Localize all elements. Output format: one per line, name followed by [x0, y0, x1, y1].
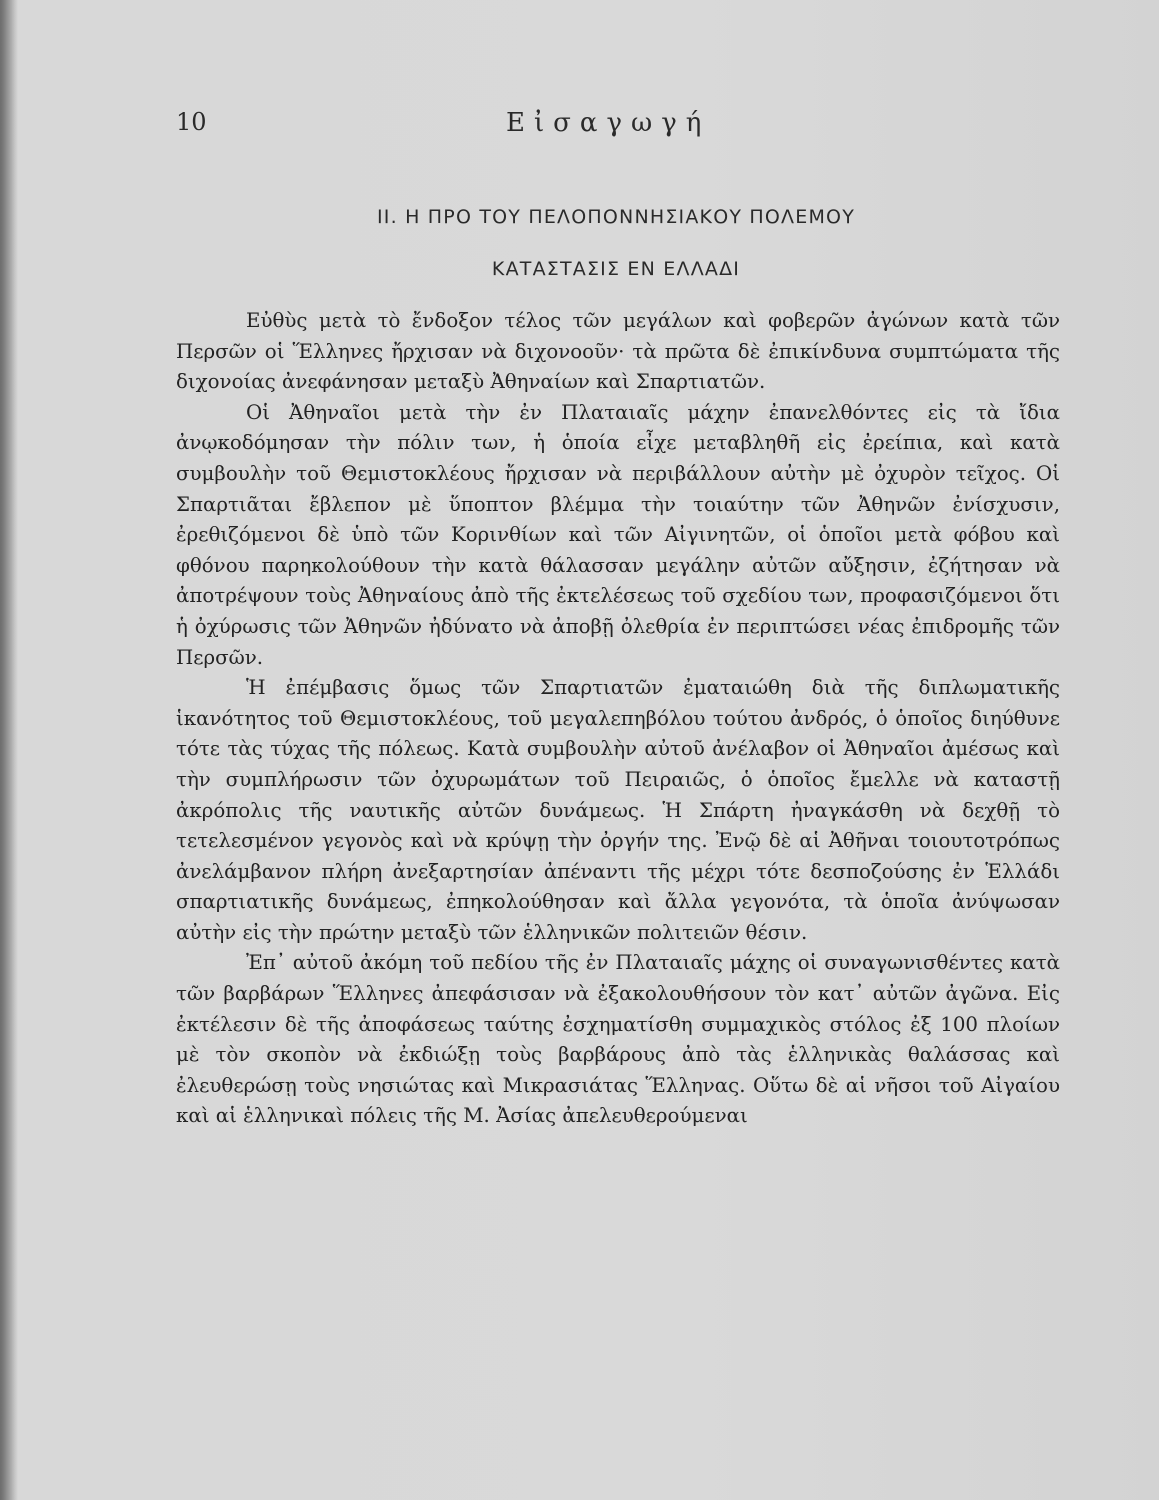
running-title: Εἰσαγωγή [506, 108, 711, 138]
page-header [176, 108, 1056, 148]
paragraph: Οἱ Ἀθηναῖοι μετὰ τὴν ἐν Πλαταιαῖς μάχην ἐπανελθόντες εἰς τὰ ἴδια ἀνῳκοδόμησαν τὴν πόλιν των, ἡ ὁποία εἶχε μεταβληθῆ εἰς ἐρείπια, καὶ κατὰ συμβουλὴν τοῦ Θεμιστοκλέους ἤρχισαν νὰ περιβάλλουν αὐτὴν μὲ ὀχυρὸν τεῖχος. Οἱ Σπαρτιᾶται ἔβλεπον μὲ ὕποπτον βλέμμα τὴν τοιαύτην τῶν Ἀθηνῶν ἐνίσχυσιν, ἐρεθιζόμενοι δὲ ὑπὸ τῶν Κορινθίων καὶ τῶν Αἰγινητῶν, οἱ ὁποῖοι μετὰ φόβου καὶ φθόνου παρηκολούθουν τὴν κατὰ θάλασσαν μεγάλην αὐτῶν αὔξησιν, ἐζήτησαν νὰ ἀποτρέψουν τοὺς Ἀθηναίους ἀπὸ τῆς ἐκτελέσεως τοῦ σχεδίου των, προφασιζόμενοι ὅτι ἡ ὀχύρωσις τῶν Ἀθηνῶν ἠδύνατο νὰ ἀποβῇ ὀλεθρία ἐν περιπτώσει νέας ἐπιδρομῆς τῶν Περσῶν. [176, 400, 1060, 669]
paragraph: Ἡ ἐπέμβασις ὅμως τῶν Σπαρτιατῶν ἐματαιώθη διὰ τῆς διπλωματικῆς ἱκανότητος τοῦ Θεμιστοκλέους, τοῦ μεγαλεπηβόλου τούτου ἀνδρός, ὁ ὁποῖος διηύθυνε τότε τὰς τύχας τῆς πόλεως. Κατὰ συμβουλὴν αὐτοῦ ἀνέλαβον οἱ Ἀθηναῖοι ἀμέσως καὶ τὴν συμπλήρωσιν τῶν ὀχυρωμάτων τοῦ Πειραιῶς, ὁ ὁποῖος ἔμελλε νὰ καταστῇ ἀκρόπολις τῆς ναυτικῆς αὐτῶν δυνάμεως. Ἡ Σπάρτη ἠναγκάσθη νὰ δεχθῇ τὸ τετελεσμένον γεγονὸς καὶ νὰ κρύψῃ τὴν ὀργήν της. Ἐνῷ δὲ αἱ Ἀθῆναι τοιουτοτρόπως ἀνελάμβανον πλήρη ἀνεξαρτησίαν ἀπέναντι τῆς μέχρι τότε δεσποζούσης ἐν Ἑλλάδι σπαρτιατικῆς δυνάμεως, ἐπηκολούθησαν καὶ ἄλλα γεγονότα, τὰ ὁποῖα ἀνύψωσαν αὐτὴν εἰς τὴν πρώτην μεταξὺ τῶν ἑλληνικῶν πολιτειῶν θέσιν. [176, 676, 1060, 944]
body-text [176, 306, 1060, 1132]
page-number: 10 [176, 108, 207, 136]
section-title: ΙΙ. Η ΠΡΟ ΤΟΥ ΠΕΛΟΠΟΝΝΗΣΙΑΚΟΥ ΠΟΛΕΜΟΥ [376, 206, 856, 228]
binding-shadow [0, 0, 18, 1500]
section-subtitle: ΚΑΤΑΣΤΑΣΙΣ ΕΝ ΕΛΛΑΔΙ [491, 258, 741, 280]
paragraph: Ἐπ᾽ αὐτοῦ ἀκόμη τοῦ πεδίου τῆς ἐν Πλαταιαῖς μάχης οἱ συναγωνισθέντες κατὰ τῶν βαρβάρων Ἕλληνες ἀπεφάσισαν νὰ ἐξακολουθήσουν τὸν κατ᾽ αὐτῶν ἀγῶνα. Εἰς ἐκτέλεσιν δὲ τῆς ἀποφάσεως ταύτης ἐσχηματίσθη συμμαχικὸς στόλος ἐξ 100 πλοίων μὲ τὸν σκοπὸν νὰ ἐκδιώξῃ τοὺς βαρβάρους ἀπὸ τὰς ἑλληνικὰς θαλάσσας καὶ ἐλευθερώσῃ τοὺς νησιώτας καὶ Μικρασιάτας Ἕλληνας. Οὕτω δὲ αἱ νῆσοι τοῦ Αἰγαίου καὶ αἱ ἑλληνικαὶ πόλεις τῆς Μ. Ἀσίας ἀπελευθερούμεναι [176, 951, 1060, 1128]
paragraph: Εὐθὺς μετὰ τὸ ἔνδοξον τέλος τῶν μεγάλων καὶ φοβερῶν ἀγώνων κατὰ τῶν Περσῶν οἱ Ἕλληνες ἤρχισαν νὰ διχονοοῦν· τὰ πρῶτα δὲ ἐπικίνδυνα συμπτώματα τῆς διχονοίας ἀνεφάνησαν μεταξὺ Ἀθηναίων καὶ Σπαρτιατῶν. [176, 309, 1060, 394]
